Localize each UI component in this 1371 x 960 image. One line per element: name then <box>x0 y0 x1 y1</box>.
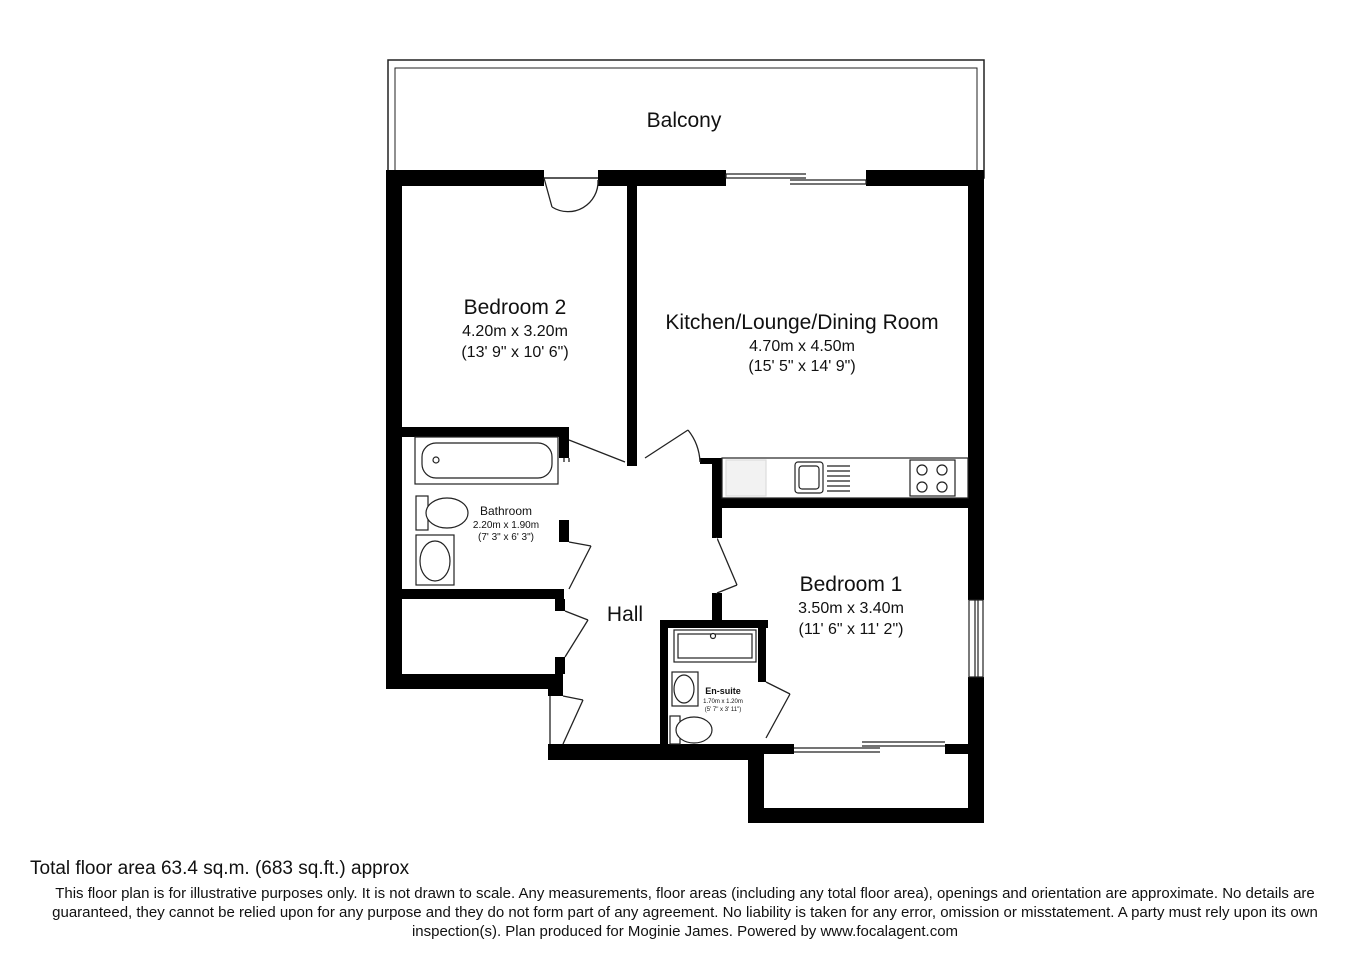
bedroom2-name: Bedroom 2 <box>463 296 567 319</box>
balcony <box>388 60 984 178</box>
bathroom-imperial: (7' 3" x 6' 3") <box>478 532 534 543</box>
ensuite-name: En-suite <box>705 686 741 696</box>
bathroom-metric: 2.20m x 1.90m <box>472 520 540 531</box>
kitchen-imperial: (15' 5" x 14' 9") <box>748 358 856 375</box>
total-floor-area: Total floor area 63.4 sq.m. (683 sq.ft.) approx <box>30 858 410 879</box>
hob-icon <box>910 460 955 496</box>
ensuite-imperial: (5' 7" x 3' 11") <box>704 707 742 713</box>
balcony-label: Balcony <box>646 109 722 132</box>
disclaimer-text: This floor plan is for illustrative purposes only. It is not drawn to scale. Any measurements, floor areas (including any total floor area), openings and orientation are approximate. No details are guaranteed, they cannot be relied upon for any purpose and they do not form part of any agreement. No liability is taken for any error, omission or misstatement. A party must rely upon its own inspection(s). Plan produced for Moginie James. Powered by www.focalagent.com <box>52 885 1318 940</box>
bedroom2-metric: 4.20m x 3.20m <box>462 323 568 340</box>
ensuite-metric: 1.70m x 1.20m <box>703 699 743 705</box>
appliance-icon <box>726 460 766 496</box>
bedroom1-name: Bedroom 1 <box>799 573 903 596</box>
hall-name: Hall <box>606 603 644 626</box>
kitchen-name: Kitchen/Lounge/Dining Room <box>665 311 939 334</box>
bedroom2-imperial: (13' 9" x 10' 6") <box>461 344 569 361</box>
bedroom1-metric: 3.50m x 3.40m <box>798 600 904 617</box>
kitchen-metric: 4.70m x 4.50m <box>749 338 855 355</box>
bedroom1-imperial: (11' 6" x 11' 2") <box>798 621 904 638</box>
bathroom-name: Bathroom <box>479 504 533 518</box>
